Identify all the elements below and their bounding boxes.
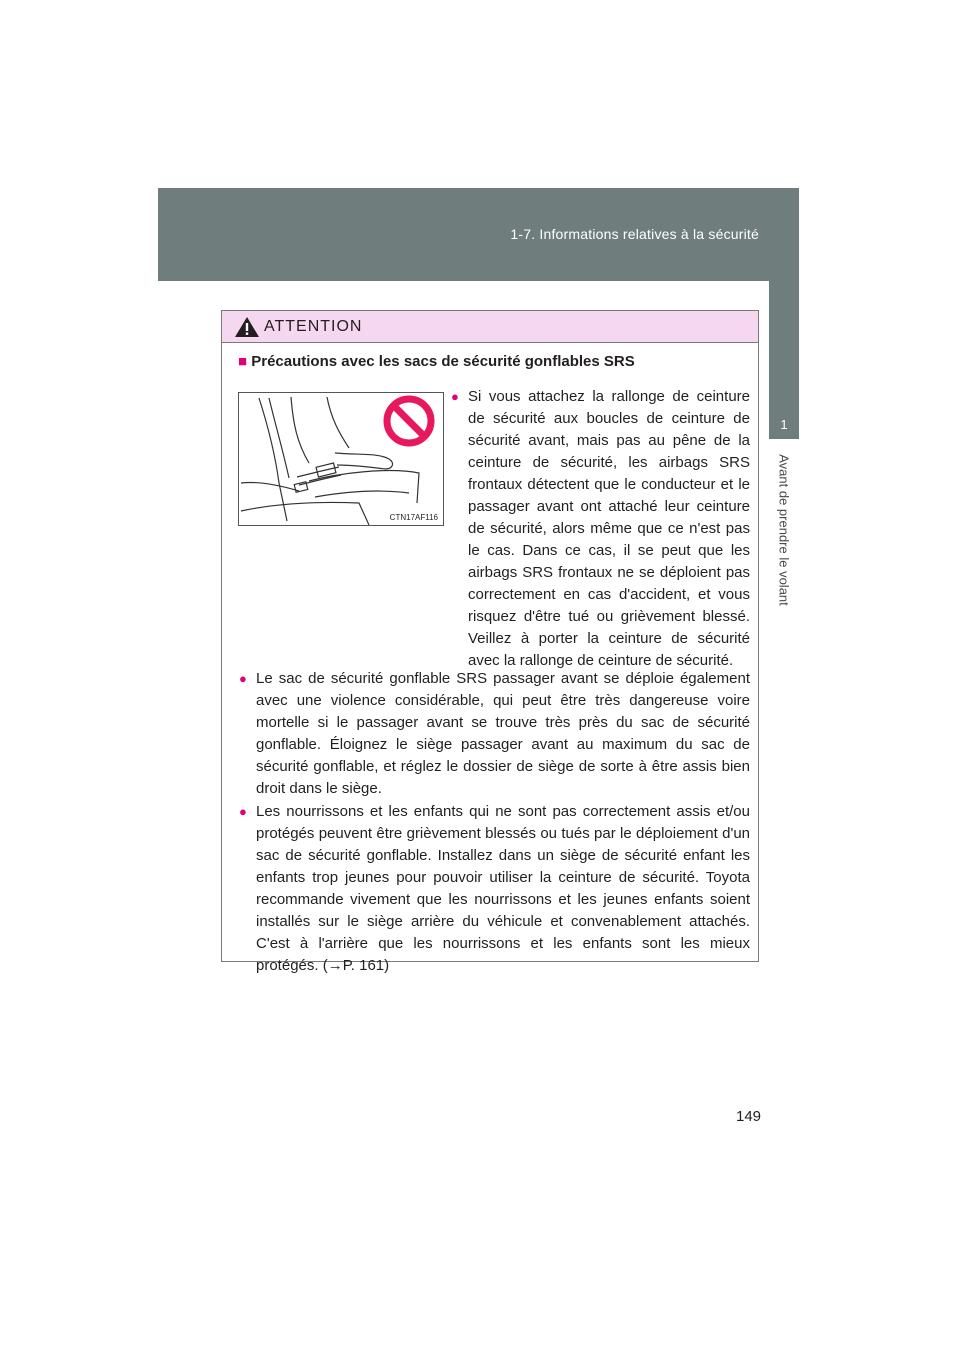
seatbelt-drawing	[239, 393, 443, 525]
bullet-icon: ●	[239, 671, 247, 686]
page-number: 149	[736, 1108, 762, 1125]
paragraph-passenger-airbag	[239, 668, 750, 800]
section-title-header: 1-7. Informations relatives à la sécurité	[510, 226, 759, 242]
bullet-icon: ●	[239, 804, 247, 819]
header-band	[158, 188, 799, 281]
chapter-label: Avant de prendre le volant	[776, 454, 792, 606]
paragraph-text: Si vous attachez la rallonge de ceinture de sécurité aux boucles de ceinture de sécurité avant, mais pas au pêne de la ceinture de sécurité, les airbags SRS frontaux détectent que le conducteur et le passager avant ont attaché leur ceinture de sécurité, alors même que ce n'est pas le cas. Dans ce cas, il se peut que les airbags SRS frontaux ne se déploient pas correctement en cas d'accident, et vous risquez d'être tué ou grièvement blessé. Veillez à porter la ceinture de sécurité avec la rallonge de ceinture de sécurité.	[468, 388, 750, 669]
attention-header	[222, 311, 758, 343]
paragraph-extender	[451, 386, 750, 672]
paragraph-text: Le sac de sécurité gonflable SRS passager avant se déploie également avec une violence considérable, qui peut être très dangereuse voire mortelle si le passager avant se trouve très près du sac de sécurité gonflable. Éloignez le siège passager avant au maximum du sac de sécurité gonflable, et réglez le dossier de siège de sorte à être assis bien droit dans le siège.	[256, 670, 750, 797]
paragraph-text: Les nourrissons et les enfants qui ne sont pas correctement assis et/ou protégés peuvent être grièvement blessés ou tués par le déploiement d'un sac de sécurité gonflable. Installez dans un siège de sécurité enfant les enfants trop jeunes pour pouvoir utiliser la ceinture de sécurité. Toyota recommande vivement que les nourrissons et les jeunes enfants soient installés sur le siège arrière du véhicule et convenablement attachés. C'est à l'arrière que les nourrissons et les enfants sont les mieux protégés. (→P. 161)	[256, 803, 750, 974]
chapter-number: 1	[780, 417, 788, 432]
attention-box	[221, 310, 759, 974]
section-heading	[238, 353, 635, 370]
paragraph-children	[239, 801, 750, 977]
attention-title: ATTENTION	[264, 318, 363, 335]
warning-icon	[234, 316, 260, 338]
figure-code: CTN17AF116	[389, 513, 438, 522]
section-marker: ■	[238, 353, 248, 370]
bullet-icon: ●	[451, 389, 459, 404]
seatbelt-illustration	[238, 392, 444, 526]
section-heading-text: Précautions avec les sacs de sécurité gonflables SRS	[251, 353, 635, 370]
chapter-tab	[769, 281, 799, 439]
